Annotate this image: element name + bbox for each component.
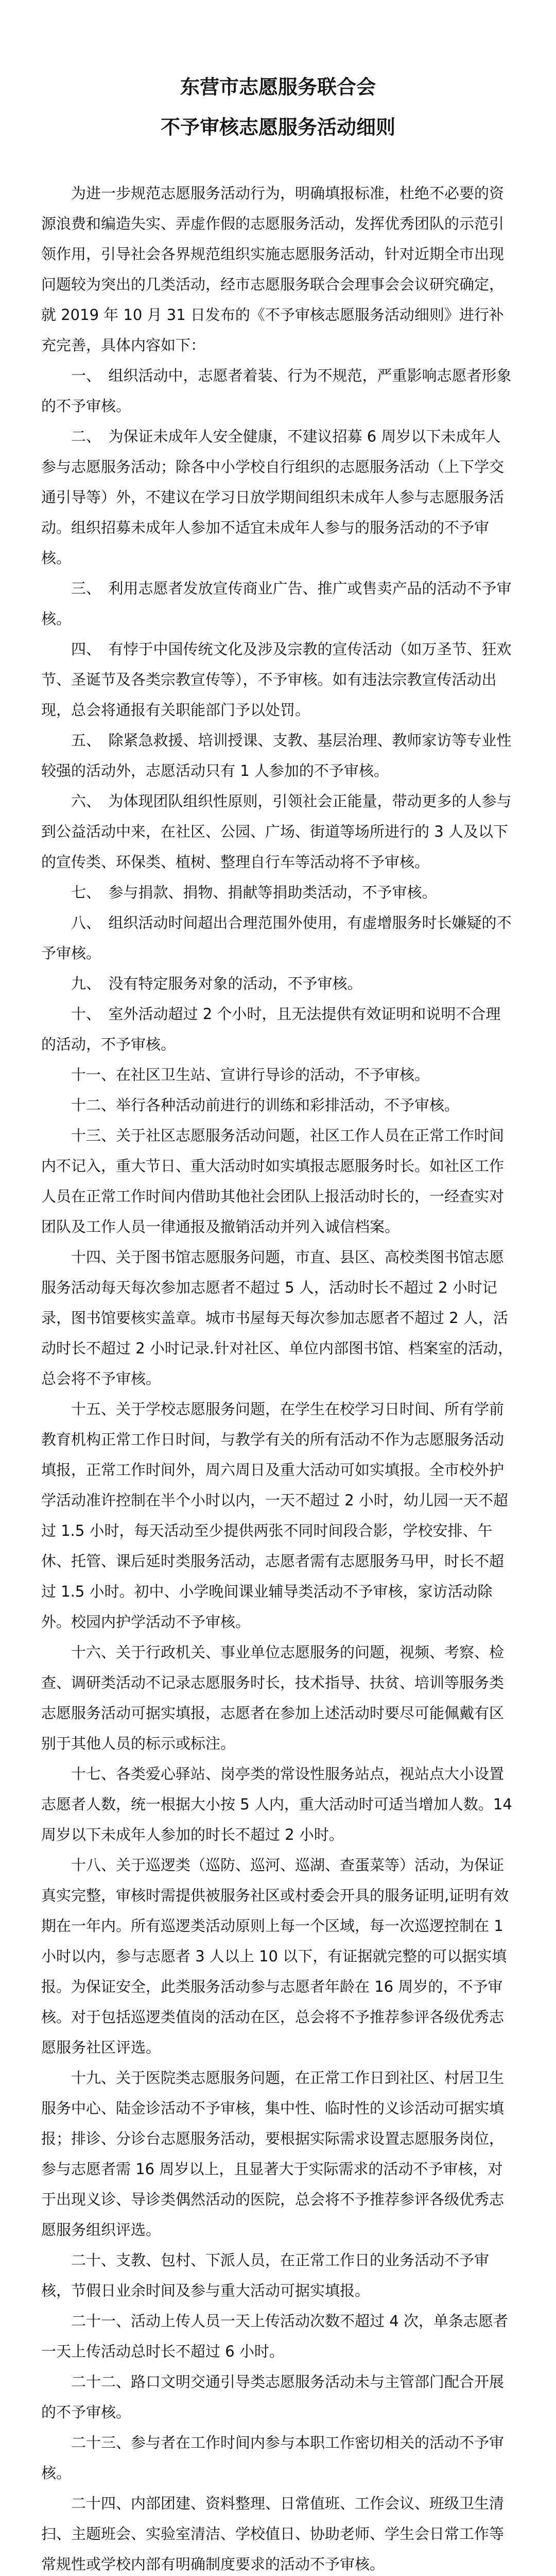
intro-paragraph: 为进一步规范志愿服务活动行为，明确填报标准，杜绝不必要的资源浪费和编造失实、弄虚作假的志愿服务活动，发挥优秀团队的示范引领作用，引导社会各界规范组织实施志愿服务活动，针对近期全市出现问题较为突出的几类活动，经市志愿服务联合会理事会会议研究确定，就 2019 年 10 月 31 日发布的《不予审核志愿服务活动细则》进行补充完善，具体内容如下： [41,184,505,354]
rule-item-19: 十九、关于医院类志愿服务问题，在正常工作日到社区、村居卫生服务中心、陆金诊活动不予审核，集中性、临时性的义诊活动可据实填报；排诊、分诊台志愿服务活动，要根据实际需求设置志愿服务岗位，参与志愿者需 16 周岁以上，且显著大于实际需求的活动不予审核，对于出现义诊、导诊类偶然活动的医院，总会将不予推荐参评各级优秀志愿服务组织评选。 [41,2069,505,2239]
rule-item-16: 十六、关于行政机关、事业单位志愿服务的问题，视频、考察、检查、调研类活动不记录志愿服务时长，技术指导、扶贫、培训等服务类志愿服务活动可据实填报，志愿者在参加上述活动时要尽可能佩戴有区别于其他人员的标示或标注。 [41,1643,505,1752]
rule-item-2: 二、 为保证未成年人安全健康，不建议招募 6 周岁以下未成年人参与志愿服务活动；除各中小学校自行组织的志愿服务活动（上下学交通引导等）外，不建议在学习日放学期间组织未成年人参与志愿服务活动。组织招募未成年人参加不适宜未成年人参与的服务活动的不予审核。 [41,428,505,567]
rule-item-1: 一、 组织活动中，志愿者着装、行为不规范，严重影响志愿者形象的不予审核。 [41,367,512,415]
document-title-line-2: 不予审核志愿服务活动细则 [160,116,395,139]
rule-item-22: 二十二、路口文明交通引导类志愿服务活动未与主管部门配合开展的不予审核。 [41,2373,505,2421]
rule-item-14: 十四、关于图书馆志愿服务问题，市直、县区、高校类图书馆志愿服务活动每天每次参加志愿者不超过 5 人，活动时长不超过 2 小时记录，图书馆要核实盖章。城市书屋每天每次参加志愿者不超过 2 人，活动时长不超过 2 小时记录.针对社区、单位内部图书馆、档案室的活动，总会将不予审核。 [41,1248,513,1387]
document-body [41,178,515,2576]
rule-item-13: 十三、关于社区志愿服务活动问题，社区工作人员在正常工作时间内不记入，重大节日、重大活动时如实填报志愿服务时长。如社区工作人员在正常工作时间内借助其他社会团队上报活动时长的，一经查实对团队及工作人员一律通报及撤销活动并列入诚信档案。 [41,1127,505,1235]
rule-item-8: 八、 组织活动时间超出合理范围外使用，有虚增服务时长嫌疑的不予审核。 [41,914,512,962]
rule-item-24: 二十四、内部团建、资料整理、日常值班、工作会议、班级卫生清扫、主题班会、实验室清洁、学校值日、协助老师、学生会日常工作等常规性或学校内部有明确制度要求的活动不予审核。 [41,2495,505,2573]
rule-item-10: 十、 室外活动超过 2 个小时，且无法提供有效证明和说明不合理的活动，不予审核。 [41,1005,501,1053]
rule-item-12: 十二、举行各种活动前进行的训练和彩排活动，不予审核。 [71,1096,460,1114]
rule-item-4: 四、 有悖于中国传统文化及涉及宗教的宣传活动（如万圣节、狂欢节、圣诞节及各类宗教宣传等），不予审核。如有违法宗教宣传活动出现，总会将通报有关职能部门予以处罚。 [41,640,512,719]
rule-item-9: 九、 没有特定服务对象的活动，不予审核。 [71,975,362,992]
document-title-line-1: 东营市志愿服务联合会 [180,76,376,98]
rule-item-11: 十一、在社区卫生站、宣讲行导诊的活动，不予审核。 [71,1066,430,1083]
rule-item-20: 二十、支教、包村、下派人员，在正常工作日的业务活动不予审核，节假日业余时间及参与重大活动可据实填报。 [41,2251,490,2299]
rule-item-6: 六、 为体现团队组织性原则，引领社会正能量，带动更多的人参与到公益活动中来，在社区、公园、广场、街道等场所进行的 3 人及以下的宣传类、环保类、植树、整理自行车等活动将不予审核。 [41,792,512,871]
rule-item-23: 二十三、参与者在工作时间内参与本职工作密切相关的活动不予审核。 [41,2434,505,2482]
rule-item-5: 五、 除紧急救援、培训授课、支教、基层治理、教师家访等专业性较强的活动外，志愿活动只有 1 人参加的不予审核。 [41,732,512,779]
rule-item-15: 十五、关于学校志愿服务问题，在学生在校学习日时间、所有学前教育机构正常工作日时间，与教学有关的所有活动不作为志愿服务活动填报，正常工作时间外，周六周日及重大活动可如实填报。全市校外护学活动准许控制在半个小时以内，一天不超过 2 小时，幼儿园一天不超过 1.5 小时，每天活动至少提供两张不同时间段合影，学校安排、午休、托管、课后延时类服务活动，志愿者需有志愿服务马甲，时长不超过 1.5 小时。初中、小学晚间课业辅导类活动不予审核，家访活动除外。校园内护学活动不予审核。 [41,1400,508,1631]
rule-item-17: 十七、各类爱心驿站、岗亭类的常设性服务站点，视站点大小设置志愿者人数，统一根据大小按 5 人内，重大活动时可适当增加人数。14 周岁以下未成年人参加的时长不超过 2 小时。 [41,1765,512,1843]
rule-item-18: 十八、关于巡逻类（巡防、巡河、巡湖、查蛋菜等）活动，为保证真实完整，审核时需提供被服务社区或村委会开具的服务证明,证明有效期在一年内。所有巡逻类活动原则上每一个区域，每一次巡逻控制在 1 小时以内，参与志愿者 3 人以上 10 以下，有证据就完整的可以据实填报。为保证安全，此类服务活动参与志愿者年龄在 16 周岁的，不予审核。对于包括巡逻类值岗的活动在区，总会将不予推荐参评各级优秀志愿服务社区评选。 [41,1856,509,2056]
rule-item-3: 三、 利用志愿者发放宣传商业广告、推广或售卖产品的活动不予审核。 [41,580,512,628]
rule-item-7: 七、 参与捐款、捐物、捐献等捐助类活动，不予审核。 [71,884,437,901]
rule-item-21: 二十一、活动上传人员一天上传活动次数不超过 4 次，单条志愿者一天上传活动总时长不超过 6 小时。 [41,2312,508,2360]
